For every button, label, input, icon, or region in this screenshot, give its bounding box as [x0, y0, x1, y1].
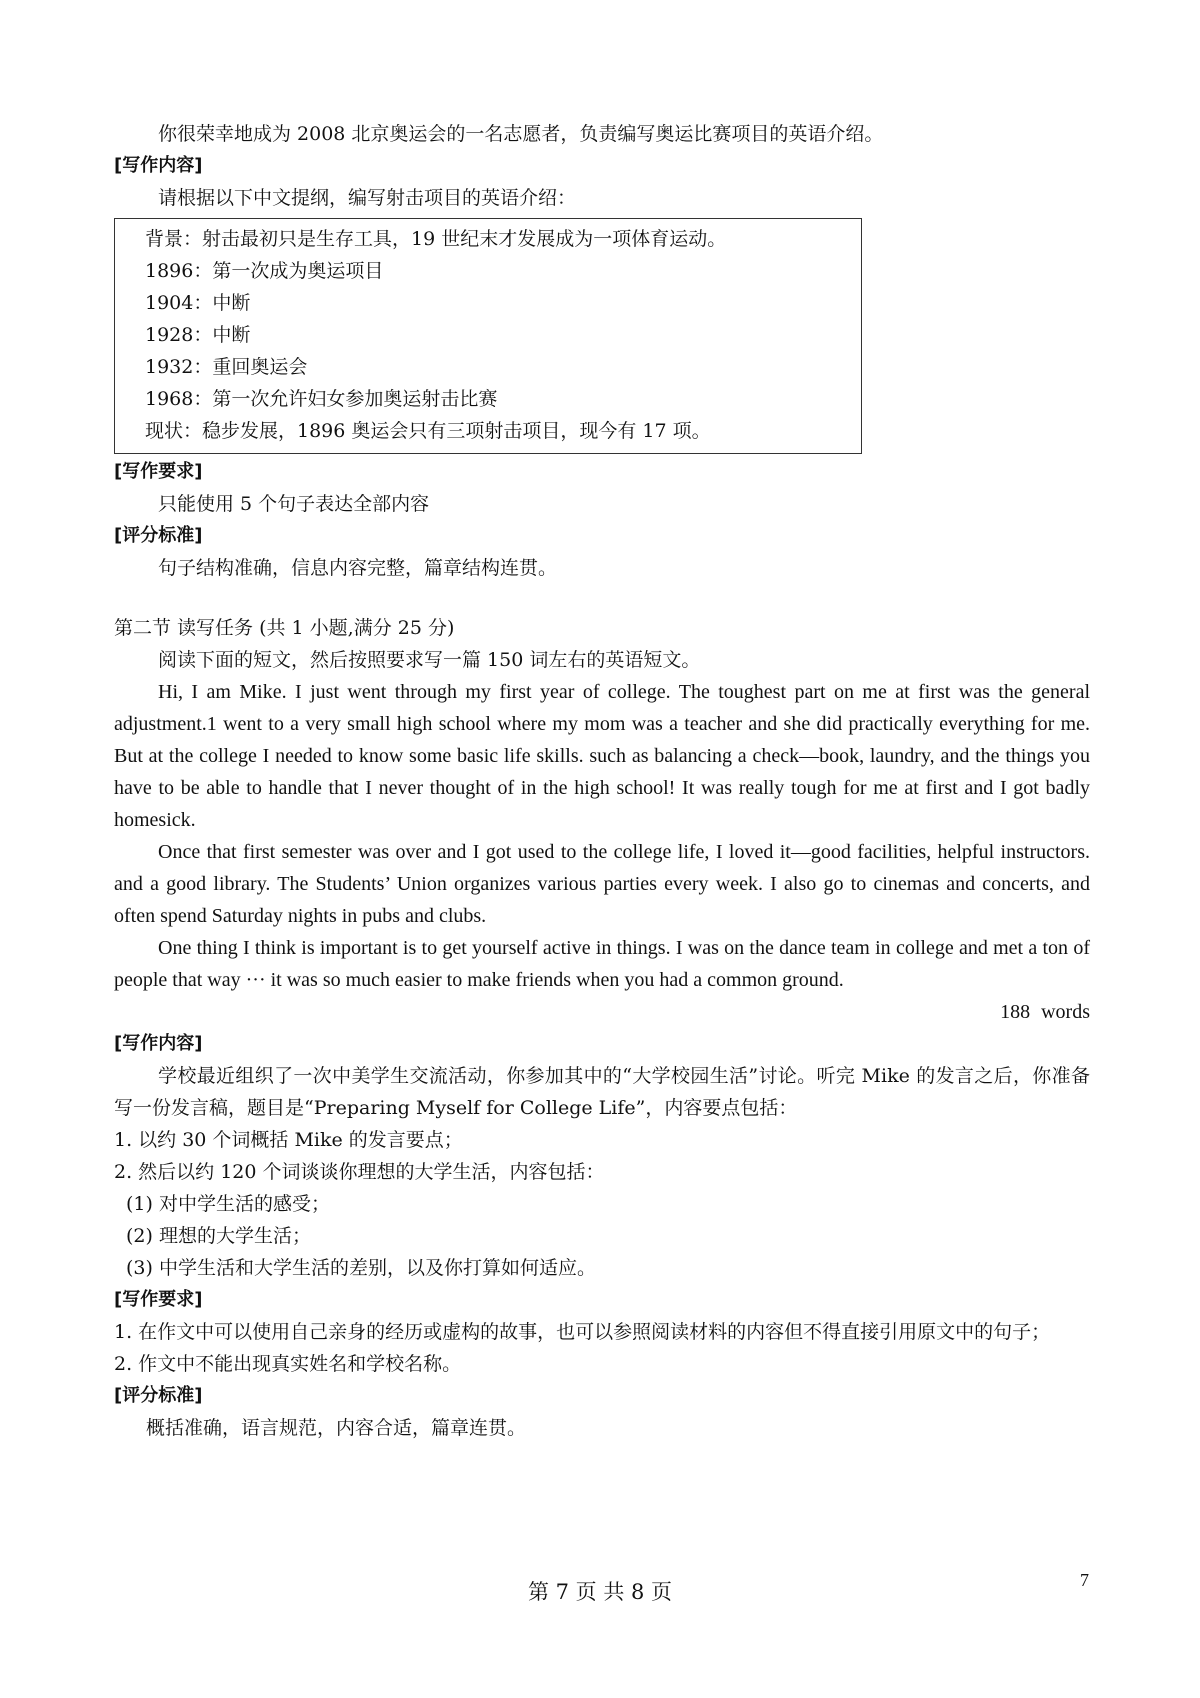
section2-criteria-text: 概括准确，语言规范，内容合适，篇章连贯。	[146, 1417, 527, 1439]
page-footer-label: 第 7 页 共 8 页	[527, 1580, 673, 1604]
passage-paragraph-2: Once that first semester was over and I got used to the college life, I loved it—good facilities, helpful instructors. and a good library. The Students’ Union organizes various parties every week. I also go to cinemas and concerts, and often spend Saturday nights in pubs and clubs.	[114, 841, 1090, 927]
exam-page	[114, 118, 1090, 1444]
section1-criteria-heading: [评分标准]	[114, 525, 203, 546]
outline-item-status: 现状：稳步发展，1896 奥运会只有三项射击项目，现今有 17 项。	[145, 420, 711, 442]
page-number: 7	[1080, 1570, 1089, 1590]
requirement-1: 1. 在作文中可以使用自己亲身的经历或虚构的故事，也可以参照阅读材料的内容但不得直接引用原文中的句子；	[114, 1321, 1051, 1343]
outline-item-1904: 1904：中断	[145, 292, 251, 314]
outline-item-1896: 1896：第一次成为奥运项目	[145, 260, 384, 282]
outline-item-1932: 1932：重回奥运会	[145, 356, 308, 378]
section1-requirements-text: 只能使用 5 个句子表达全部内容	[158, 493, 430, 515]
requirement-2: 2. 作文中不能出现真实姓名和学校名称。	[114, 1353, 462, 1375]
section2-title: 第二节 读写任务 (共 1 小题,满分 25 分)	[114, 617, 455, 639]
section2-instruction: 阅读下面的短文，然后按照要求写一篇 150 词左右的英语短文。	[158, 649, 701, 671]
section1-intro: 你很荣幸地成为 2008 北京奥运会的一名志愿者，负责编写奥运比赛项目的英语介绍。	[158, 123, 884, 145]
outline-item-1968: 1968：第一次允许妇女参加奥运射击比赛	[145, 388, 498, 410]
content-sub-point-2: (2) 理想的大学生活；	[126, 1225, 311, 1247]
section2-requirements-heading: [写作要求]	[114, 1289, 203, 1310]
content-point-2: 2. 然后以约 120 个词谈谈你理想的大学生活，内容包括：	[114, 1161, 605, 1183]
content-point-1: 1. 以约 30 个词概括 Mike 的发言要点；	[114, 1129, 463, 1151]
outline-item-background: 背景：射击最初只是生存工具，19 世纪末才发展成为一项体育运动。	[145, 228, 727, 250]
reading-passage	[114, 676, 1090, 996]
section1-content-heading: [写作内容]	[114, 155, 203, 176]
passage-paragraph-3: One thing I think is important is to get yourself active in things. I was on the dance team in college and met a ton of people that way ··· it was so much easier to make friends when you had a common ground.	[114, 937, 1090, 991]
section1-requirements-heading: [写作要求]	[114, 461, 203, 482]
section2-content-text: 学校最近组织了一次中美学生交流活动，你参加其中的“大学校园生活”讨论。听完 Mike 的发言之后，你准备写一份发言稿，题目是“Preparing Myself for College Life”，内容要点包括：	[114, 1065, 1090, 1119]
content-sub-point-1: (1) 对中学生活的感受；	[126, 1193, 330, 1215]
section2-content-heading: [写作内容]	[114, 1033, 203, 1054]
section2-criteria-heading: [评分标准]	[114, 1385, 203, 1406]
outline-item-1928: 1928：中断	[145, 324, 251, 346]
word-count: 188 words	[1000, 1001, 1090, 1023]
outline-box	[114, 218, 862, 454]
section1-content-text: 请根据以下中文提纲，编写射击项目的英语介绍：	[158, 187, 577, 209]
content-sub-point-3: (3) 中学生活和大学生活的差别，以及你打算如何适应。	[126, 1257, 596, 1279]
passage-paragraph-1: Hi, I am Mike. I just went through my first year of college. The toughest part on me at first was the general adjustment.1 went to a very small high school where my mom was a teacher and she did practically everything for me. But at the college I needed to know some basic life skills. such as balancing a check—book, laundry, and the things you have to be able to handle that I never thought of in the high school! It was really tough for me at first and I got badly homesick.	[114, 681, 1090, 831]
section1-criteria-text: 句子结构准确，信息内容完整，篇章结构连贯。	[158, 557, 558, 579]
section-gap	[114, 584, 1090, 612]
